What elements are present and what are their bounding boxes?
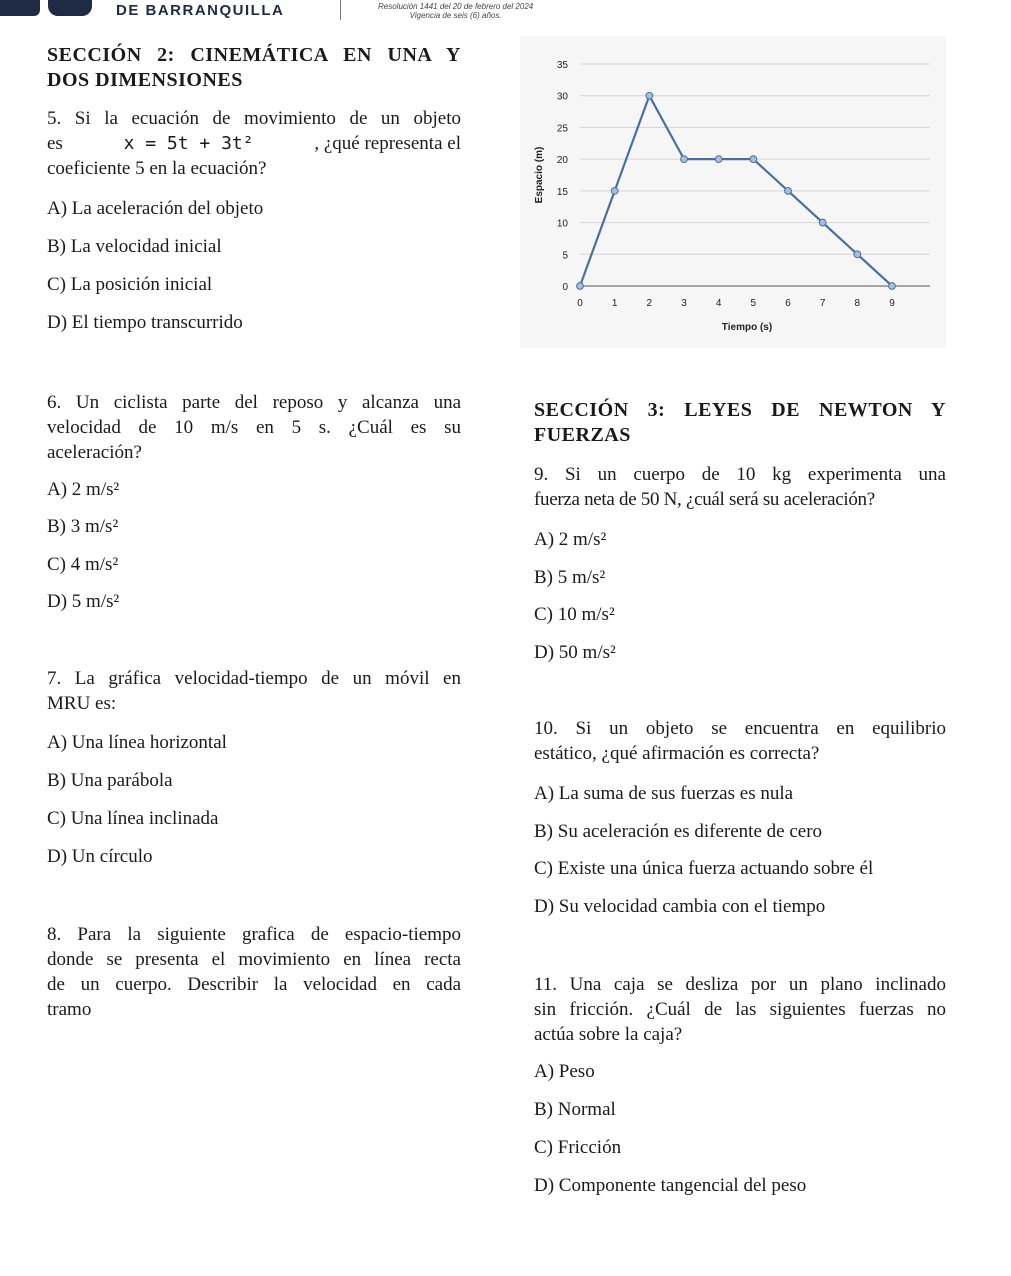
q11-line-3: actúa sobre la caja? — [534, 1024, 683, 1045]
q11-line-1: 11. Una caja se desliza por un plano inclinado — [534, 974, 946, 995]
x-tick-label: 0 — [577, 298, 583, 309]
q11-option-a: A) Peso — [534, 1061, 595, 1082]
q9-line-2: fuerza neta de 50 N, ¿cuál será su aceleración? — [534, 489, 875, 510]
q8-line-1: 8. Para la siguiente grafica de espacio-tiempo — [47, 924, 461, 945]
q9-line-1: 9. Si un cuerpo de 10 kg experimenta una — [534, 464, 946, 485]
q6-line-3: aceleración? — [47, 442, 142, 463]
space-time-chart-svg — [520, 36, 946, 348]
question-5 — [47, 106, 461, 181]
page-header — [0, 0, 1011, 24]
q6-line-2: velocidad de 10 m/s en 5 s. ¿Cuál es su — [47, 417, 461, 438]
y-tick-label: 0 — [562, 282, 568, 293]
x-tick-label: 2 — [646, 298, 653, 309]
q11-option-d: D) Componente tangencial del peso — [534, 1175, 807, 1196]
data-point — [611, 187, 618, 194]
resolution-line-1: Resolución 1441 del 20 de febrero del 2024 — [378, 2, 534, 11]
data-point — [681, 156, 688, 163]
institution-logo — [0, 0, 96, 18]
institution-name: DE BARRANQUILLA — [116, 2, 285, 19]
y-tick-label: 5 — [562, 250, 568, 262]
y-tick-label: 10 — [556, 218, 568, 230]
data-point — [819, 219, 826, 226]
data-point — [854, 251, 861, 258]
q5-option-b: B) La velocidad inicial — [47, 236, 222, 257]
q10-line-1: 10. Si un objeto se encuentra en equilibrio — [534, 718, 946, 739]
q7-option-c: C) Una línea inclinada — [47, 808, 219, 829]
q11-line-2: sin fricción. ¿Cuál de las siguientes fuerzas no — [534, 999, 946, 1020]
y-tick-label: 20 — [556, 155, 568, 167]
q5-equation: x = 5t + 3t² — [123, 133, 254, 154]
y-tick-label: 30 — [556, 91, 568, 103]
x-tick-label: 3 — [681, 298, 687, 309]
q9-option-d: D) 50 m/s² — [534, 642, 616, 663]
x-tick-label: 5 — [750, 298, 757, 309]
q5-line-1: 5. Si la ecuación de movimiento de un objeto — [47, 108, 461, 129]
header-divider — [340, 0, 341, 20]
data-point — [889, 283, 896, 290]
q11-option-c: C) Fricción — [534, 1137, 622, 1158]
q6-option-c: C) 4 m/s² — [47, 554, 119, 575]
q5-line-3: coeficiente 5 en la ecuación? — [47, 158, 267, 179]
section-2-title-line-2: DOS DIMENSIONES — [47, 69, 243, 91]
section-3-title-line-2: FUERZAS — [534, 424, 631, 446]
question-7 — [47, 666, 461, 716]
q11-option-b: B) Normal — [534, 1099, 616, 1120]
q7-option-d: D) Un círculo — [47, 846, 153, 867]
q8-line-4: tramo — [47, 999, 92, 1020]
data-point — [715, 156, 722, 163]
q9-option-c: C) 10 m/s² — [534, 604, 615, 625]
q8-line-3: de un cuerpo. Describir la velocidad en cada — [47, 974, 461, 995]
q6-line-1: 6. Un ciclista parte del reposo y alcanza una — [47, 392, 461, 413]
question-11 — [534, 972, 946, 1047]
q10-line-2: estático, ¿qué afirmación es correcta? — [534, 743, 820, 764]
x-axis-label: Tiempo (s) — [721, 322, 773, 333]
x-tick-label: 6 — [785, 298, 791, 309]
q5-option-a: A) La aceleración del objeto — [47, 198, 264, 219]
q7-option-a: A) Una línea horizontal — [47, 732, 227, 753]
q6-option-b: B) 3 m/s² — [47, 516, 119, 537]
q10-option-a: A) La suma de sus fuerzas es nula — [534, 783, 794, 804]
question-6 — [47, 390, 461, 465]
q10-option-c: C) Existe una única fuerza actuando sobre él — [534, 858, 874, 879]
section-3-title — [534, 398, 946, 448]
y-tick-label: 35 — [556, 60, 568, 71]
chart-labels — [534, 60, 895, 333]
x-tick-label: 4 — [715, 298, 722, 309]
q5-line-2 — [47, 131, 461, 156]
q6-option-a: A) 2 m/s² — [47, 479, 120, 500]
x-tick-label: 1 — [611, 298, 618, 309]
q5-option-d: D) El tiempo transcurrido — [47, 312, 243, 333]
y-tick-label: 15 — [556, 186, 568, 198]
q10-option-b: B) Su aceleración es diferente de cero — [534, 821, 823, 842]
q10-option-d: D) Su velocidad cambia con el tiempo — [534, 896, 826, 917]
resolution-note — [378, 2, 533, 20]
q6-option-d: D) 5 m/s² — [47, 591, 120, 612]
data-point — [577, 283, 584, 290]
q7-option-b: B) Una parábola — [47, 770, 173, 791]
section-2-title — [47, 43, 461, 93]
question-9 — [534, 462, 946, 512]
question-8 — [47, 922, 461, 1022]
resolution-line-2: Vigencia de seis (6) años. — [409, 11, 502, 20]
y-axis-label: Espacio (m) — [534, 146, 545, 204]
q5-line-2-pre: es — [47, 133, 63, 154]
section-3-title-line-1: SECCIÓN 3: LEYES DE NEWTON Y — [534, 399, 946, 421]
q9-option-b: B) 5 m/s² — [534, 567, 606, 588]
q8-line-2: donde se presenta el movimiento en línea recta — [47, 949, 461, 970]
data-point — [785, 187, 792, 194]
section-2-title-line-1: SECCIÓN 2: CINEMÁTICA EN UNA Y — [47, 44, 461, 66]
q5-option-c: C) La posición inicial — [47, 274, 213, 295]
q9-option-a: A) 2 m/s² — [534, 529, 607, 550]
data-point — [750, 156, 757, 163]
x-tick-label: 8 — [854, 298, 861, 309]
q5-line-2-post: , ¿qué representa el — [314, 133, 461, 154]
y-tick-label: 25 — [556, 123, 568, 135]
data-point — [646, 92, 653, 99]
question-10 — [534, 716, 946, 766]
x-tick-label: 7 — [819, 298, 826, 309]
q7-line-1: 7. La gráfica velocidad-tiempo de un móvil en — [47, 668, 461, 689]
space-time-chart — [520, 36, 946, 348]
x-tick-label: 9 — [889, 298, 895, 309]
q7-line-2: MRU es: — [47, 693, 117, 714]
